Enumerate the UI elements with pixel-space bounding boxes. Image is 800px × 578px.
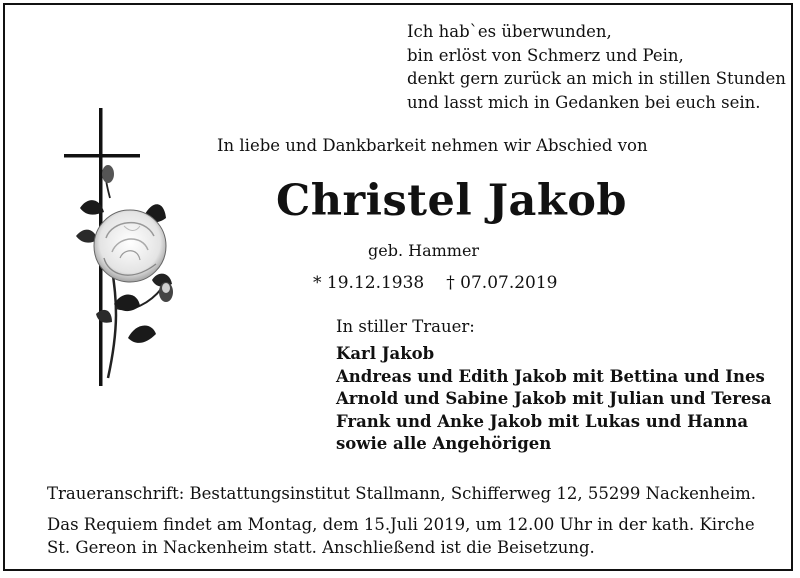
mourning-address: Traueranschrift: Bestattungsinstitut Stallmann, Schifferweg 12, 55299 Nackenheim. [47, 484, 757, 503]
mourner-line: Karl Jakob [336, 344, 435, 363]
mourning-label: In stiller Trauer: [336, 317, 475, 336]
mourner-line: Arnold und Sabine Jakob mit Julian und Teresa [336, 389, 772, 408]
cross-with-rose-icon [60, 108, 190, 390]
requiem-info [47, 513, 755, 559]
life-dates [313, 273, 558, 293]
farewell-intro: In liebe und Dankbarkeit nehmen wir Abschied von [217, 136, 648, 155]
requiem-line: Das Requiem findet am Montag, dem 15.Juli 2019, um 12.00 Uhr in der kath. Kirche [47, 515, 755, 534]
birth-date: * 19.12.1938 [313, 273, 425, 293]
poem-line: denkt gern zurück an mich in stillen Stunden [407, 69, 786, 88]
poem-line: bin erlöst von Schmerz und Pein, [407, 45, 684, 65]
maiden-name: geb. Hammer [368, 241, 480, 260]
memorial-poem [407, 20, 786, 114]
requiem-line: St. Gereon in Nackenheim statt. Anschließend ist die Beisetzung. [47, 538, 595, 557]
deceased-name: Christel Jakob [276, 176, 627, 226]
poem-line: und lasst mich in Gedanken bei euch sein. [407, 92, 761, 112]
mourners-list [336, 343, 771, 456]
poem-line: Ich hab`es überwunden, [407, 22, 612, 41]
mourner-line: Andreas und Edith Jakob mit Bettina und Ines [336, 366, 765, 386]
mourner-line: Frank und Anke Jakob mit Lukas und Hanna [336, 411, 749, 431]
death-date: † 07.07.2019 [446, 273, 558, 293]
mourner-line: sowie alle Angehörigen [336, 434, 552, 453]
